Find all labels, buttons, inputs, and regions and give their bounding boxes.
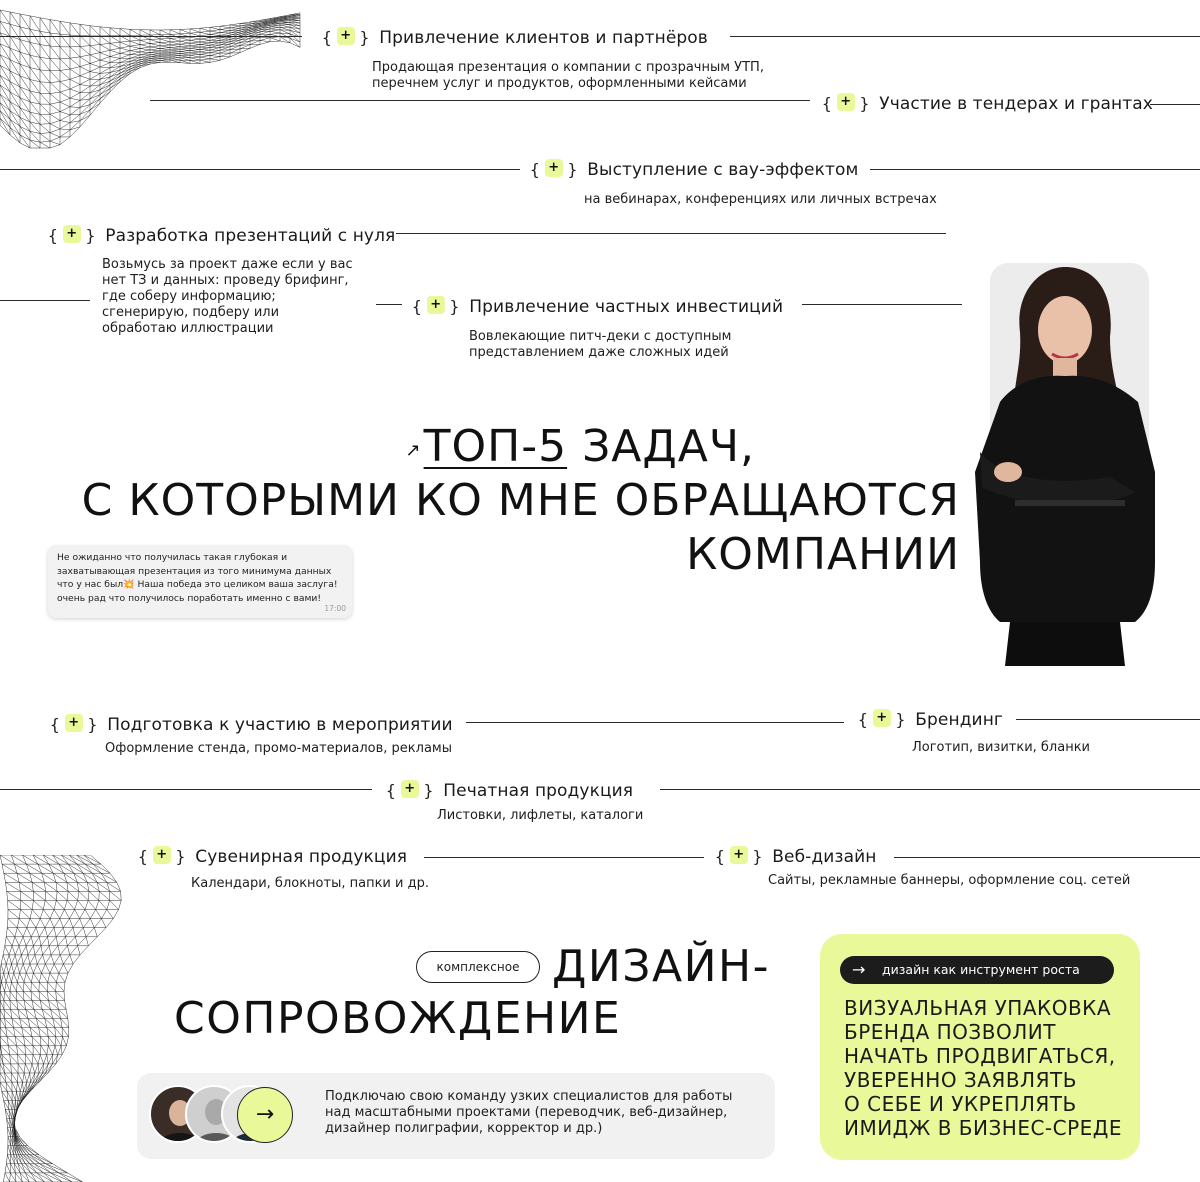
service-description: [191, 876, 429, 892]
service-item-souvenir: [138, 847, 407, 867]
service-title: Веб-дизайн: [772, 847, 877, 867]
portrait-photo: [960, 262, 1170, 666]
review-line: Не ожиданно что получилась такая глубокая и: [57, 552, 288, 563]
plus-icon: +: [65, 714, 83, 732]
divider-line: [424, 857, 704, 858]
task-description: [469, 329, 731, 361]
desc-line: Оформление стенда, промо-материалов, рекламы: [105, 741, 452, 756]
plus-icon: +: [873, 709, 891, 727]
task-title: Участие в тендерах и грантах: [879, 94, 1153, 114]
headline-line-1: [40, 420, 960, 474]
divider-line: [0, 789, 372, 790]
task-title: Привлечение частных инвестиций: [469, 297, 784, 317]
review-line: что у нас был💥 Наша победа это целиком ваша заслуга!: [57, 579, 338, 591]
bracket-close: }: [423, 781, 434, 800]
growth-line: БРЕНДА ПОЗВОЛИТ: [844, 1020, 1056, 1044]
divider-line: [894, 857, 1200, 858]
mesh-lines: [0, 855, 121, 1182]
task-item-wow: [530, 160, 858, 180]
plus-icon: +: [337, 27, 355, 45]
bracket-close: }: [567, 160, 578, 179]
growth-pill: [840, 956, 1114, 984]
headline-rest: ЗАДАЧ,: [567, 421, 755, 472]
service-item-web: [715, 847, 876, 867]
bracket-open: {: [386, 781, 396, 800]
service-description: [912, 740, 1090, 756]
task-item-scratch: [48, 226, 395, 246]
task-description: [102, 257, 353, 337]
headline-line-3: КОМПАНИИ: [686, 529, 960, 580]
bracket-close: }: [449, 297, 460, 316]
growth-line: НАЧАТЬ ПРОДВИГАТЬСЯ,: [844, 1044, 1116, 1068]
design-title-line-1: ДИЗАЙН-: [552, 941, 770, 992]
divider-line: [0, 169, 520, 170]
bracket-open: {: [50, 715, 60, 734]
bracket-close: }: [752, 847, 763, 866]
divider-line: [396, 233, 946, 234]
review-time: 17:00: [324, 604, 346, 614]
task-title: Выступление с вау-эффектом: [587, 160, 859, 180]
task-item-investments: [412, 297, 783, 317]
service-title: Печатная продукция: [443, 781, 634, 801]
task-item-clients: [322, 28, 708, 48]
bracket-close: }: [87, 715, 98, 734]
desc-line: сгенерирую, подберу или: [102, 305, 280, 320]
divider-line: [150, 100, 810, 101]
service-title: Брендинг: [915, 710, 1003, 730]
desc-line: представлением даже сложных идей: [469, 345, 729, 360]
bracket-open: {: [530, 160, 540, 179]
bracket-close: }: [895, 710, 906, 729]
service-description: [105, 741, 452, 757]
task-description: [372, 60, 764, 92]
arrow-up-right-icon: ↗: [405, 440, 422, 461]
desc-line: Вовлекающие питч-деки с доступным: [469, 329, 732, 344]
bracket-open: {: [322, 28, 332, 47]
service-item-print: [386, 781, 633, 801]
bracket-open: {: [715, 847, 725, 866]
growth-card: [820, 934, 1140, 1160]
plus-icon: +: [401, 780, 419, 798]
task-title: Привлечение клиентов и партнёров: [379, 28, 708, 48]
service-item-branding: [858, 710, 1003, 730]
plus-icon: +: [837, 93, 855, 111]
desc-line: Сайты, рекламные баннеры, оформление соц. сетей: [768, 873, 1131, 888]
service-item-events: [50, 715, 453, 735]
desc-line: обработаю иллюстрации: [102, 321, 274, 336]
task-title: Разработка презентаций с нуля: [105, 226, 396, 246]
divider-line: [466, 722, 844, 723]
team-line: дизайнер полиграфии, корректор и др.): [325, 1121, 603, 1136]
bracket-open: {: [48, 226, 58, 245]
headline-line-2: С КОТОРЫМИ КО МНЕ ОБРАЩАЮТСЯ: [81, 475, 960, 526]
divider-line: [0, 300, 90, 301]
bracket-open: {: [412, 297, 422, 316]
plus-icon: +: [427, 296, 445, 314]
arrow-right-icon: →: [852, 960, 866, 979]
task-item-tenders: [822, 94, 1153, 114]
growth-line: ВИЗУАЛЬНАЯ УПАКОВКА: [844, 996, 1112, 1020]
task-description: [584, 192, 937, 208]
plus-icon: +: [545, 159, 563, 177]
divider-line: [802, 304, 962, 305]
bracket-close: }: [359, 28, 370, 47]
wireframe-mesh-bottom: [0, 855, 160, 1182]
divider-line: [660, 789, 1200, 790]
plus-icon: +: [153, 846, 171, 864]
plus-icon: +: [63, 225, 81, 243]
service-title: Подготовка к участию в мероприятии: [107, 715, 453, 735]
desc-line: Календари, блокноты, папки и др.: [191, 876, 429, 891]
headline-underlined: ТОП-5: [423, 421, 568, 472]
complex-pill: комплексное: [416, 951, 540, 983]
desc-line: где соберу информацию;: [102, 289, 276, 304]
service-title: Сувенирная продукция: [195, 847, 408, 867]
arrow-right-icon[interactable]: →: [237, 1087, 293, 1143]
divider-line: [0, 36, 302, 37]
bracket-close: }: [859, 94, 870, 113]
divider-line: [730, 36, 1200, 37]
desc-line: перечнем услуг и продуктов, оформленными кейсами: [372, 76, 747, 91]
team-line: над масштабными проектами (переводчик, веб-дизайнер,: [325, 1105, 728, 1120]
desc-line: нет ТЗ и данных: проведу брифинг,: [102, 273, 349, 288]
desc-line: Листовки, лифлеты, каталоги: [437, 808, 644, 823]
service-description: [768, 873, 1130, 889]
team-card: [137, 1073, 775, 1159]
bracket-open: {: [858, 710, 868, 729]
service-description: [437, 808, 643, 824]
review-line: очень рад что получилось поработать именно с вами!: [57, 592, 322, 604]
desc-line: Продающая презентация о компании с прозрачным УТП,: [372, 60, 764, 75]
growth-line: О СЕБЕ И УКРЕПЛЯТЬ: [844, 1092, 1077, 1116]
desc-line: Логотип, визитки, бланки: [912, 740, 1091, 755]
desc-line: на вебинарах, конференциях или личных встречах: [584, 192, 937, 207]
bracket-close: }: [175, 847, 186, 866]
divider-line: [376, 304, 402, 305]
wireframe-mesh-top: [0, 0, 310, 150]
growth-pill-label: дизайн как инструмент роста: [882, 962, 1080, 977]
review-line: захватывающая презентация из того минимума данных: [57, 565, 332, 577]
growth-line: УВЕРЕННО ЗАЯВЛЯТЬ: [844, 1068, 1077, 1092]
team-description: [325, 1089, 765, 1137]
bracket-close: }: [85, 226, 96, 245]
growth-text: [844, 996, 1134, 1140]
bracket-open: {: [138, 847, 148, 866]
review-message: [48, 546, 352, 618]
divider-line: [870, 169, 1200, 170]
team-line: Подключаю свою команду узких специалистов для работы: [325, 1089, 733, 1104]
plus-icon: +: [730, 846, 748, 864]
bracket-open: {: [822, 94, 832, 113]
divider-line: [1150, 104, 1200, 105]
design-title-line-2: СОПРОВОЖДЕНИЕ: [174, 993, 622, 1044]
mesh-lines: [0, 10, 300, 148]
desc-line: Возьмусь за проект даже если у вас: [102, 257, 353, 272]
divider-line: [1016, 719, 1200, 720]
growth-line: ИМИДЖ В БИЗНЕС-СРЕДЕ: [844, 1116, 1123, 1140]
